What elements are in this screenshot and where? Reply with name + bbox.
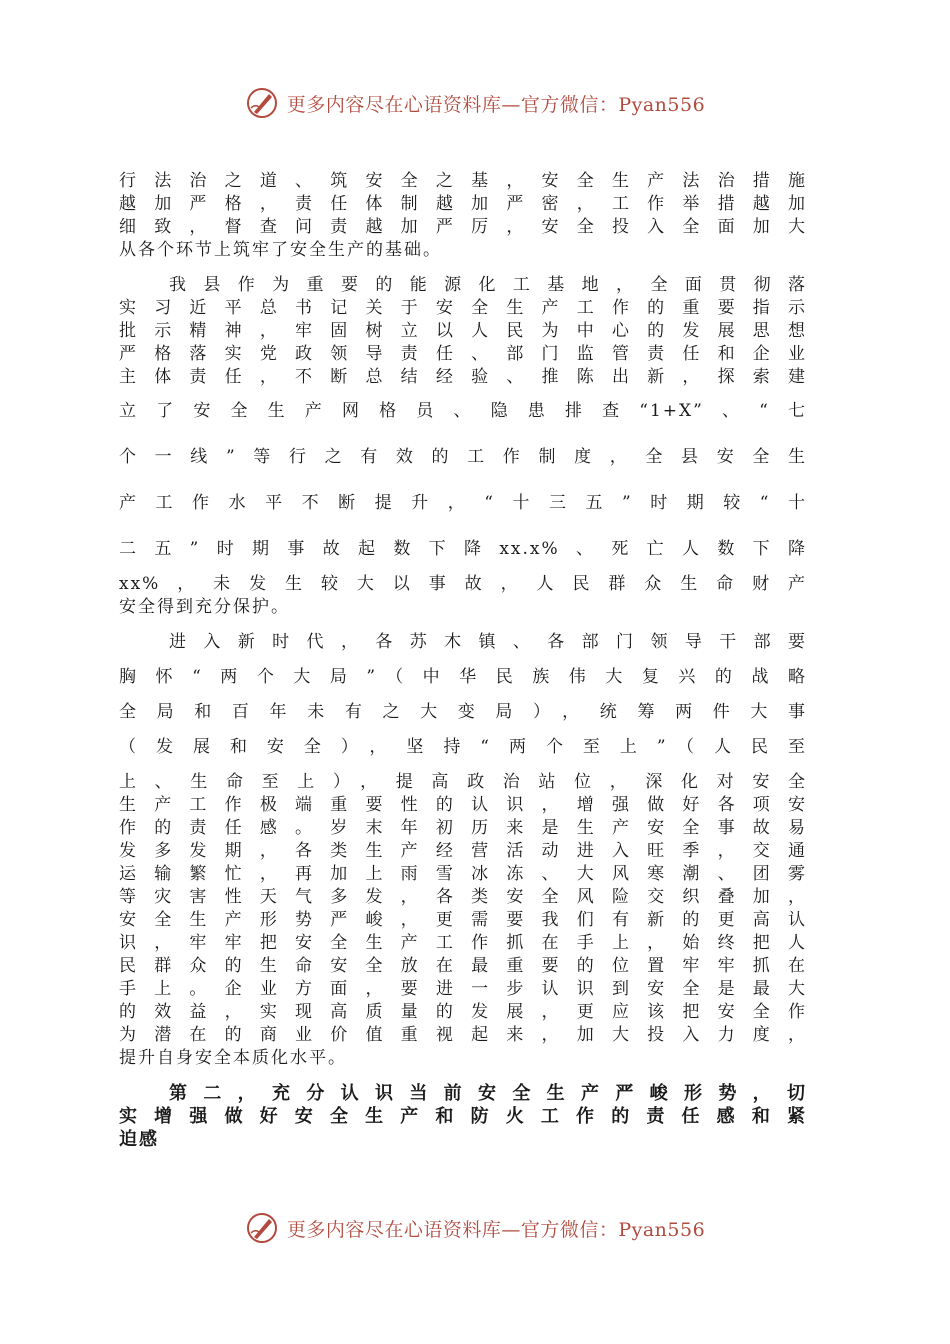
pen-logo-icon (245, 1211, 279, 1245)
text-line: 发多发期，各类生产经营活动进入旺季，交通 (119, 841, 807, 861)
text-line: 等灾害性天气多发，各类安全风险交织叠加， (119, 887, 807, 907)
section-heading (119, 1082, 807, 1151)
paragraph-2 (119, 274, 807, 619)
text-line: 识，牢牢把安全生产工作抓在手上，始终把人 (119, 933, 807, 953)
text-line: 作的责任感。岁末年初历来是生产安全事故易 (119, 818, 807, 838)
heading-line: 迫感 (119, 1129, 159, 1150)
footer-banner-text: 更多内容尽在心语资料库—官方微信：Pyan556 (286, 1218, 706, 1241)
text-line: 胸怀“两个大局”（中华民族伟大复兴的战略 (119, 667, 807, 687)
pen-logo-icon (245, 86, 279, 120)
text-line: 民群众的生命安全放在最重要的位置牢牢抓在 (119, 956, 807, 976)
text-line: 安全得到充分保护。 (119, 597, 290, 617)
text-line: xx%，未发生较大以事故，人民群众生命财产 (119, 574, 807, 594)
text-line: 安全生产形势严峻，更需要我们有新的更高认 (119, 910, 807, 930)
text-line: 全局和百年未有之大变局），统筹两件大事 (119, 702, 807, 722)
text-line: 从各个环节上筑牢了安全生产的基础。 (119, 240, 442, 260)
heading-line: 第二，充分认识当前安全生产严峻形势，切 (169, 1083, 807, 1104)
text-line: 生产工作极端重要性的认识，增强做好各项安 (119, 795, 807, 815)
text-line: 立了安全生产网格员、隐患排查“1+X”、“七 (119, 401, 807, 421)
text-line: 二五”时期事故起数下降xx.x%、死亡人数下降 (119, 539, 807, 559)
text-line: 主体责任，不断总结经验、推陈出新，探索建 (119, 367, 807, 387)
text-line: 个一线”等行之有效的工作制度，全县安全生 (119, 447, 807, 467)
text-line: 批示精神，牢固树立以人民为中心的发展思想 (119, 321, 807, 341)
text-line: 产工作水平不断提升，“十三五”时期较“十 (119, 493, 807, 513)
text-line: 运输繁忙，再加上雨雪冰冻、大风寒潮、团雾 (119, 864, 807, 884)
text-line: （发展和安全），坚持“两个至上”（人民至 (119, 737, 807, 757)
text-line: 我县作为重要的能源化工基地，全面贯彻落 (169, 275, 807, 295)
header-banner-text: 更多内容尽在心语资料库—官方微信：Pyan556 (286, 93, 706, 116)
text-line: 实习近平总书记关于安全生产工作的重要指示 (119, 298, 807, 318)
text-line: 越加严格，责任体制越加严密，工作举措越加 (119, 194, 807, 214)
header-banner (0, 86, 950, 120)
document-body (119, 170, 807, 1151)
text-line: 提升自身安全本质化水平。 (119, 1048, 347, 1068)
text-line: 上、生命至上），提高政治站位，深化对安全 (119, 772, 807, 792)
footer-banner (0, 1211, 950, 1245)
paragraph-3 (119, 631, 807, 1070)
text-line: 细致，督查问责越加严厉，安全投入全面加大 (119, 217, 807, 237)
text-line: 为潜在的商业价值重视起来，加大投入力度， (119, 1025, 807, 1045)
text-line: 行法治之道、筑安全之基，安全生产法治措施 (119, 171, 807, 191)
text-line: 的效益，实现高质量的发展，更应该把安全作 (119, 1002, 807, 1022)
text-line: 严格落实党政领导责任、部门监管责任和企业 (119, 344, 807, 364)
text-line: 手上。企业方面，要进一步认识到安全是最大 (119, 979, 807, 999)
text-line: 进入新时代，各苏木镇、各部门领导干部要 (169, 632, 807, 652)
heading-line: 实增强做好安全生产和防火工作的责任感和紧 (119, 1106, 807, 1127)
paragraph-1 (119, 170, 807, 262)
